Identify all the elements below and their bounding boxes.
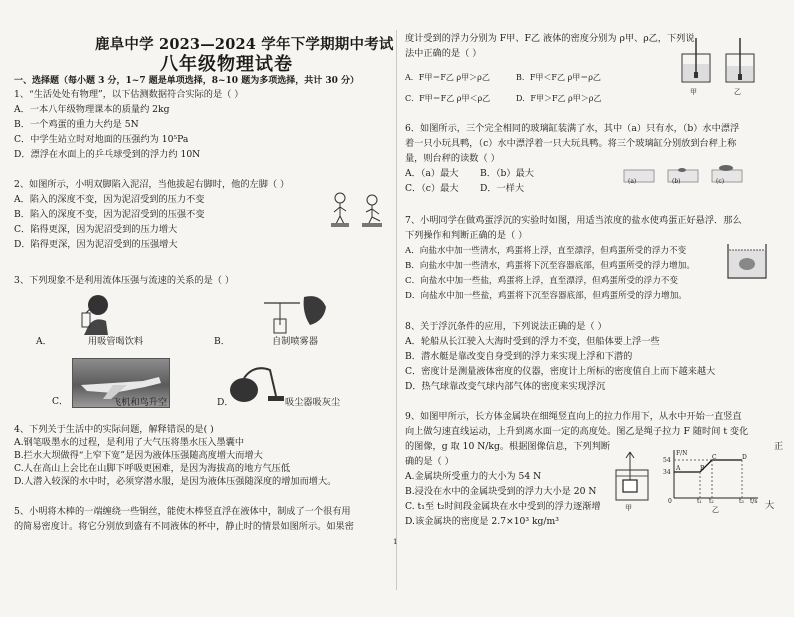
q1-option-d: D．漂浮在水面上的乒乓球受到的浮力约 10N <box>14 149 201 160</box>
q9-graph-origin: 0 <box>668 498 672 505</box>
q9-option-a: A.金属块所受重力的大小为 54 N <box>405 471 542 482</box>
q5-hydrometer-figure <box>676 36 764 92</box>
q7-option-a: A．向盐水中加一些清水，鸡蛋将上浮，直至漂浮，但鸡蛋所受的浮力不变 <box>405 246 687 256</box>
q2-option-b: B．陷入的深度不变，因为泥沼受到的压强不变 <box>14 209 205 220</box>
q3-sprayer-figure <box>260 293 330 335</box>
q9-option-d: D.该金属块的密度是 2.7×10³ kg/m³ <box>405 516 559 527</box>
school-title: 鹿阜中学 2023—2024 学年下学期期中考试 <box>95 36 394 53</box>
q8-stem: 8、关于浮沉条件的应用，下列说法正确的是（ ） <box>405 321 607 332</box>
q9-line4: 确的是（ ） <box>405 456 454 467</box>
q9-graph-x-label: t/s <box>750 498 758 505</box>
q9-graph-point-b: B <box>700 465 705 472</box>
q8-option-c: C．密度计是测量液体密度的仪器，密度计上所标的密度值自上而下越来越大 <box>405 366 716 377</box>
q2-option-a: A．陷入的深度不变，因为泥沼受到的压力不变 <box>14 194 205 205</box>
q9-graph-x-tick-t1: t₁ <box>697 498 702 505</box>
q8-option-a: A．轮船从长江驶入大海时受到的浮力不变，但船体要上浮一些 <box>405 336 660 347</box>
q3-stem: 3、下列现象不是利用流体压强与流速的关系的是（ ） <box>14 275 235 286</box>
q9-line2: 向上做匀速直线运动，上升到离水面一定的高度处。图乙是绳子拉力 F 随时间 t 变化 <box>405 426 749 437</box>
q5-figure-label-a: 甲 <box>690 88 697 96</box>
q3-option-d-caption: 吸尘器吸灰尘 <box>285 397 341 408</box>
q2-mud-figure <box>326 190 390 230</box>
q8-option-b: B．潜水艇是靠改变自身受到的浮力来实现上浮和下潜的 <box>405 351 633 362</box>
q7-line2: 下列操作和判断正确的是（ ） <box>405 230 528 241</box>
q3-drinking-straw-figure <box>72 291 120 335</box>
q9-graph-y-label: F/N <box>676 450 688 457</box>
q6-figure-label-a: (a) <box>628 178 637 185</box>
q4-option-a: A.钢笔吸墨水的过程，是利用了大气压将墨水压入墨囊中 <box>14 437 245 448</box>
q9-graph-point-d: D <box>742 454 747 461</box>
q9-right-fragment-1: 正 <box>774 441 784 452</box>
q5-option-b: B．F甲＜F乙 ρ甲＝ρ乙 <box>516 73 601 82</box>
q7-option-d: D．向盐水中加一些盐，鸡蛋将下沉至容器底部，但鸡蛋所受的浮力增加。 <box>405 291 687 301</box>
q3-vacuum-cleaner-figure <box>224 360 288 406</box>
q9-right-fragment-2: 大 <box>765 500 775 511</box>
q3-option-d-letter: D． <box>217 397 234 408</box>
q5-option-a: A．F甲＝F乙 ρ甲＞ρ乙 <box>405 73 490 82</box>
q5-line2: 的简易密度计。将它分别放到盛有不同液体的杯中，静止时的情景如图所示。如果密 <box>14 521 354 532</box>
q7-line1: 7、小明同学在做鸡蛋浮沉的实验时如图，用适当浓度的盐水使鸡蛋正好悬浮．那么 <box>405 215 742 226</box>
q1-option-a: A．一本八年级物理课本的质量约 2kg <box>14 104 170 115</box>
q3-option-c-letter: C． <box>52 396 69 407</box>
q4-option-b: B.拦水大坝做得“上窄下宽”是因为液体压强随高度增大而增大 <box>14 450 263 461</box>
q5-option-d: D．F甲＞F乙 ρ甲＞ρ乙 <box>516 94 602 103</box>
q6-line3: 量，则台秤的读数（ ） <box>405 153 500 164</box>
q6-line2: 着一只小玩具鸭，（c）水中漂浮着一只大玩具鸭。将三个玻璃缸分别放到台秤上称 <box>405 138 737 149</box>
column-divider <box>396 30 397 590</box>
q9-line1: 9、如图甲所示，长方体金属块在细绳竖直向上的拉力作用下，从水中开始一直竖直 <box>405 411 742 422</box>
q6-figure-label-c: (c) <box>716 178 725 185</box>
q5-line4: 法中正确的是（ ） <box>405 48 482 59</box>
q6-option-b: B．（b）最大 <box>480 168 534 179</box>
q7-egg-beaker-figure <box>724 240 770 280</box>
exam-title: 八年级物理试卷 <box>160 54 293 75</box>
q2-option-d: D．陷得更深，因为泥沼受到的压强增大 <box>14 239 178 250</box>
q9-figure-label-a: 甲 <box>625 504 632 512</box>
q8-option-d: D．热气球靠改变气球内部气体的密度来实现浮沉 <box>405 381 606 392</box>
q3-option-c-caption: 飞机和鸟升空 <box>112 397 168 408</box>
q3-option-b-letter: B． <box>214 336 230 347</box>
q5-option-c: C．F甲＝F乙 ρ甲＜ρ乙 <box>405 94 491 103</box>
q1-option-b: B．一个鸡蛋的重力大约是 5N <box>14 119 139 130</box>
q9-graph-point-a: A <box>676 465 681 472</box>
q9-graph-y-tick-34: 34 <box>663 469 671 476</box>
q5-line1: 5、小明将木棒的一端缠绕一些铜丝，能使木棒竖直浮在液体中，制成了一个很有用 <box>14 506 351 517</box>
q6-option-c: C．（c）最大 <box>405 183 459 194</box>
q6-tanks-figure <box>620 160 750 188</box>
page-number: 1 <box>393 538 398 546</box>
q6-line1: 6．如图所示，三个完全相同的玻璃缸装满了水，其中（a）只有水，（b）水中漂浮 <box>405 123 740 134</box>
q9-graph-point-c: C <box>712 454 717 461</box>
q2-stem: 2、如图所示，小明双脚陷入泥沼，当他拔起右脚时，他的左脚（ ） <box>14 179 290 190</box>
q2-option-c: C．陷得更深，因为泥沼受到的压力增大 <box>14 224 178 235</box>
q9-option-b: B.浸没在水中的金属块受到的浮力大小是 20 N <box>405 486 597 497</box>
q1-option-c: C．中学生站立时对地面的压强约为 10⁵Pa <box>14 134 189 145</box>
q6-option-d: D．一样大 <box>480 183 525 194</box>
q4-stem: 4、下列关于生活中的实际问题，解释错误的是( ) <box>14 424 214 435</box>
q9-graph-x-tick-t2: t₂ <box>709 498 714 505</box>
q3-option-a-letter: A． <box>36 336 52 347</box>
q3-option-b-caption: 自制喷雾器 <box>272 336 318 347</box>
q5-line3: 度计受到的浮力分别为 F甲、F乙 液体的密度分别为 ρ甲、ρ乙，下列说 <box>405 33 695 44</box>
q3-option-a-caption: 用吸管喝饮料 <box>88 336 144 347</box>
q5-figure-label-b: 乙 <box>734 88 741 96</box>
q1-stem: 1、“生活处处有物理”，以下估测数据符合实际的是（ ） <box>14 89 244 100</box>
q9-graph-x-tick-t3: t₃ <box>739 498 744 505</box>
q4-option-c: C.人在高山上会比在山脚下呼吸更困难，是因为海拔高的地方气压低 <box>14 463 291 474</box>
q9-option-c: C. t₁至 t₂时间段金属块在水中受到的浮力逐渐增 <box>405 501 601 512</box>
q7-option-b: B．向盐水中加一些清水，鸡蛋将下沉至容器底部，但鸡蛋所受的浮力增加。 <box>405 261 695 271</box>
q9-block-in-water-figure <box>614 450 650 504</box>
q9-line3: 的图像，g 取 10 N/kg。根据图像信息，下列判断 <box>405 441 611 452</box>
section-heading: 一、选择题（每小题 3 分，1~7 题是单项选择，8~10 题为多项选择，共计 30 分） <box>14 76 359 86</box>
q4-option-d: D.人潜入较深的水中时，必须穿潜水服，是因为液体压强随深度的增加而增大。 <box>14 476 337 487</box>
q6-option-a: A．（a）最大 <box>405 168 459 179</box>
q7-option-c: C．向盐水中加一些盐，鸡蛋将上浮，直至漂浮，但鸡蛋所受的浮力不变 <box>405 276 678 286</box>
q9-graph-y-tick-54: 54 <box>663 457 671 464</box>
q9-figure-label-b: 乙 <box>712 506 719 514</box>
q6-figure-label-b: (b) <box>672 178 681 185</box>
